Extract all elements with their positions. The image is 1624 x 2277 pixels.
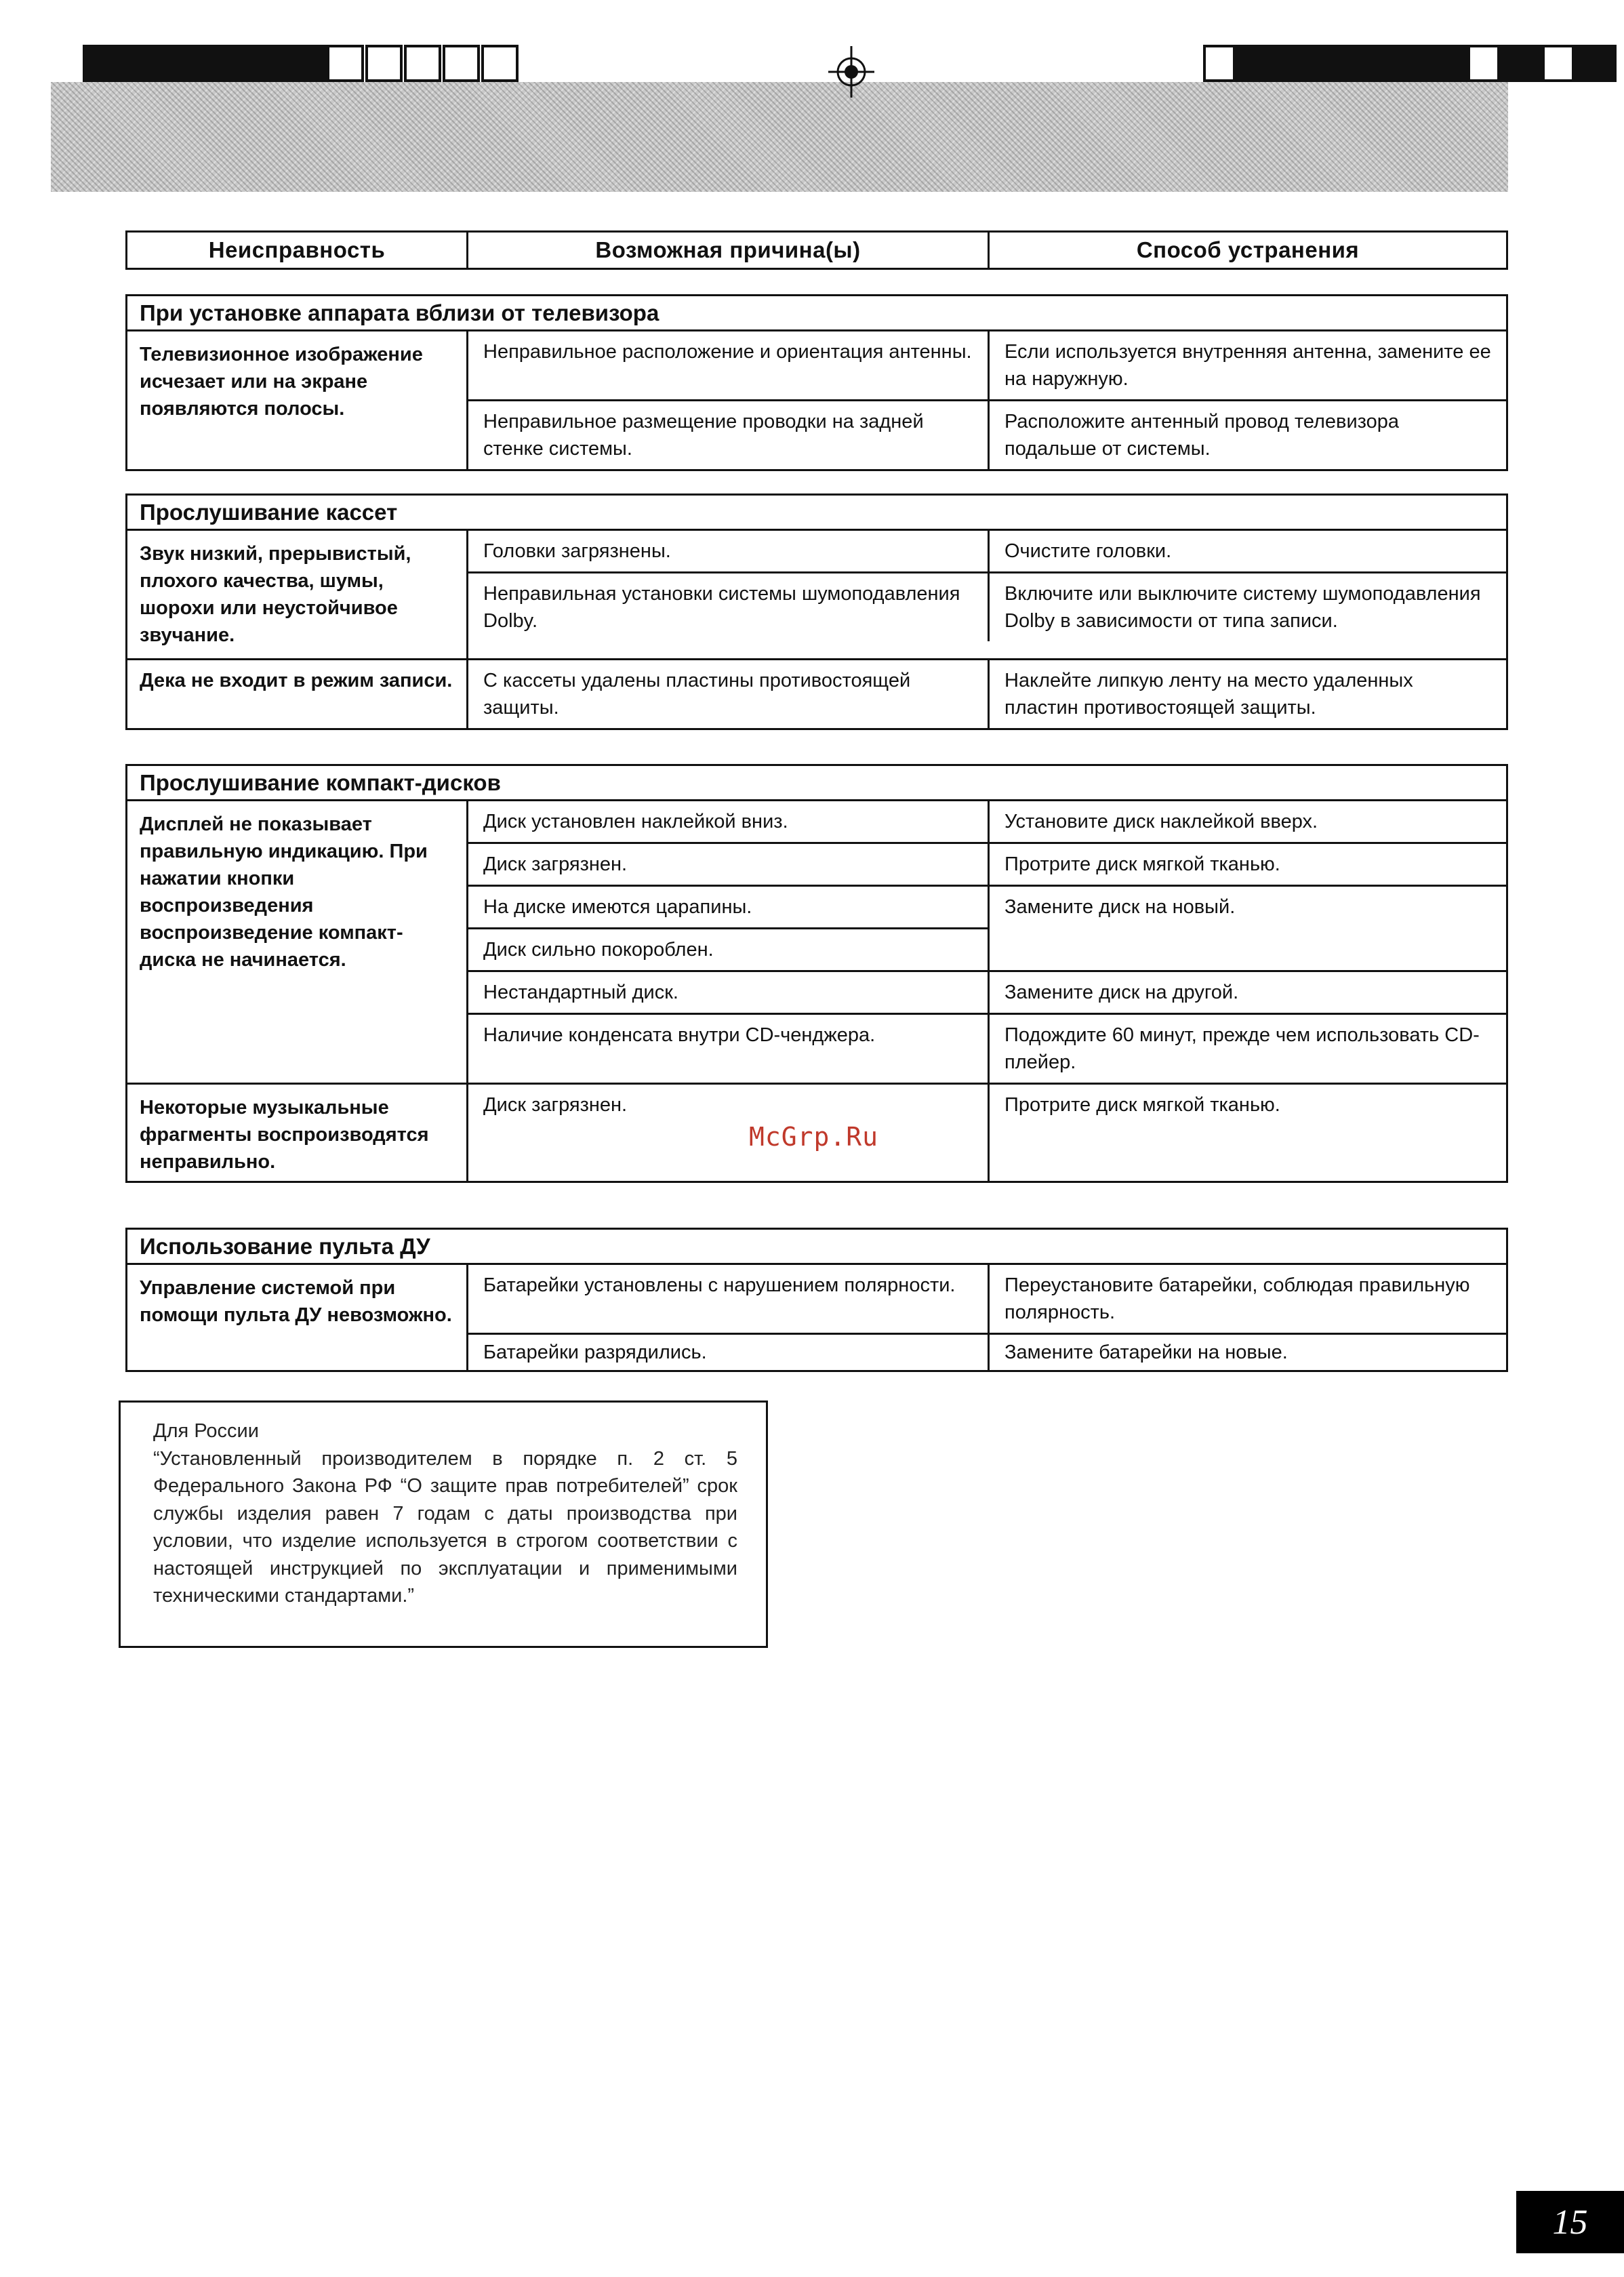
symptom-text: Дисплей не показывает правильную индикацию. При нажатии кнопки воспроизведения воспроизведение компакт-диска не начинается. (127, 801, 468, 1083)
remedy-text: Протрите диск мягкой тканью. (1004, 853, 1280, 875)
cause-text: Батарейки разрядились. (468, 1335, 990, 1370)
note-heading: Для России (153, 1420, 259, 1442)
cause-text: Неправильное расположение и ориентация антенны. (468, 331, 990, 399)
table-row (468, 1015, 1506, 1083)
fault-group (127, 801, 1506, 1085)
table-row (468, 972, 1506, 1015)
cause-text: Диск сильно покороблен. (483, 939, 714, 961)
russia-note-box (119, 1401, 768, 1648)
table-row (468, 1335, 1506, 1370)
section-cassette (125, 493, 1508, 730)
table-row (468, 1265, 1506, 1335)
section-tv (125, 294, 1508, 471)
remedy-text: Очистите головки. (1004, 540, 1172, 562)
remedy-text: Замените батарейки на новые. (1004, 1342, 1288, 1363)
section-cd (125, 764, 1508, 1183)
header-color-boxes-left (327, 45, 520, 82)
cause-text: С кассеты удалены пластины противостоящей защиты. (468, 660, 990, 728)
remedy-text: Замените диск на новый. (1004, 896, 1236, 918)
remedy-text: Расположите антенный провод телевизора подальше от системы. (1004, 411, 1399, 460)
cause-text: Неправильное размещение проводки на задней стенке системы. (468, 401, 990, 469)
cause-text: Батарейки установлены с нарушением полярности. (468, 1265, 990, 1333)
remedy-text: Если используется внутренняя антенна, замените ее на наружную. (1004, 341, 1491, 390)
fault-group (127, 331, 1506, 469)
cause-text: Нестандартный диск. (468, 972, 990, 1013)
remedy-text: Протрите диск мягкой тканью. (1004, 1094, 1280, 1116)
remedy-text: Подождите 60 минут, прежде чем использовать CD-плейер. (1004, 1024, 1480, 1073)
cause-text: Диск загрязнен. (468, 1085, 990, 1181)
symptom-text: Дека не входит в режим записи. (127, 660, 468, 728)
table-row (468, 1085, 1506, 1181)
table-row (468, 531, 1506, 573)
symptom-text: Телевизионное изображение исчезает или на экране появляются полосы. (127, 331, 468, 469)
table-row (468, 844, 1506, 887)
remedy-text: Наклейте липкую ленту на место удаленных пластин противостоящей защиты. (1004, 670, 1413, 719)
symptom-text: Некоторые музыкальные фрагменты воспроизводятся неправильно. (127, 1085, 468, 1181)
cause-text: Головки загрязнены. (468, 531, 990, 571)
section-title: При установке аппарата вблизи от телевизора (127, 296, 1506, 331)
column-header-cause: Возможная причина(ы) (468, 233, 990, 268)
remedy-text: Включите или выключите систему шумоподавления Dolby в зависимости от типа записи. (1004, 583, 1481, 632)
header-box-right-1 (1203, 45, 1236, 82)
column-header-fault: Неисправность (127, 233, 468, 268)
fault-group (127, 660, 1506, 728)
table-row (468, 401, 1506, 469)
table-row (468, 660, 1506, 728)
header-box-right-2 (1467, 45, 1500, 82)
cause-text: Диск загрязнен. (468, 844, 990, 885)
note-text: “Установленный производителем в порядке п. 2 ст. 5 Федерального Закона РФ “О защите прав потребителей” срок службы изделия равен 7 годам с даты производства при условии, что изделие используется в строгом соответствии с настоящей инструкцией по эксплуатации и применимыми техническими стандартами.” (153, 1447, 737, 1607)
column-header-remedy: Способ устранения (1136, 237, 1360, 262)
table-row (468, 887, 1506, 972)
header-grey-band (51, 82, 1508, 192)
section-title: Прослушивание компакт-дисков (127, 766, 1506, 801)
table-row (468, 801, 1506, 844)
table-row (468, 331, 1506, 401)
cause-text: Диск установлен наклейкой вниз. (468, 801, 990, 842)
crosshair-icon (826, 46, 877, 98)
fault-group (127, 531, 1506, 660)
section-remote (125, 1228, 1508, 1372)
symptom-text: Звук низкий, прерывистый, плохого качества, шумы, шорохи или неустойчивое звучание. (127, 531, 468, 658)
remedy-text: Замените диск на другой. (1004, 982, 1239, 1003)
header-print-strip-left (83, 45, 327, 82)
cause-text: Наличие конденсата внутри CD-ченджера. (468, 1015, 990, 1083)
table-row (468, 573, 1506, 641)
section-title: Использование пульта ДУ (127, 1230, 1506, 1265)
symptom-text: Управление системой при помощи пульта ДУ невозможно. (127, 1265, 468, 1370)
cause-text: Неправильная установки системы шумоподавления Dolby. (468, 573, 990, 641)
column-header-table (125, 230, 1508, 270)
remedy-text: Установите диск наклейкой вверх. (1004, 811, 1318, 832)
page-number: 15 (1516, 2191, 1624, 2253)
section-title: Прослушивание кассет (127, 496, 1506, 531)
cause-text: На диске имеются царапины. (468, 887, 988, 929)
watermark: McGrp.Ru (749, 1122, 879, 1152)
header-box-right-3 (1542, 45, 1575, 82)
remedy-text: Переустановите батарейки, соблюдая правильную полярность. (1004, 1274, 1470, 1323)
fault-group (127, 1265, 1506, 1370)
